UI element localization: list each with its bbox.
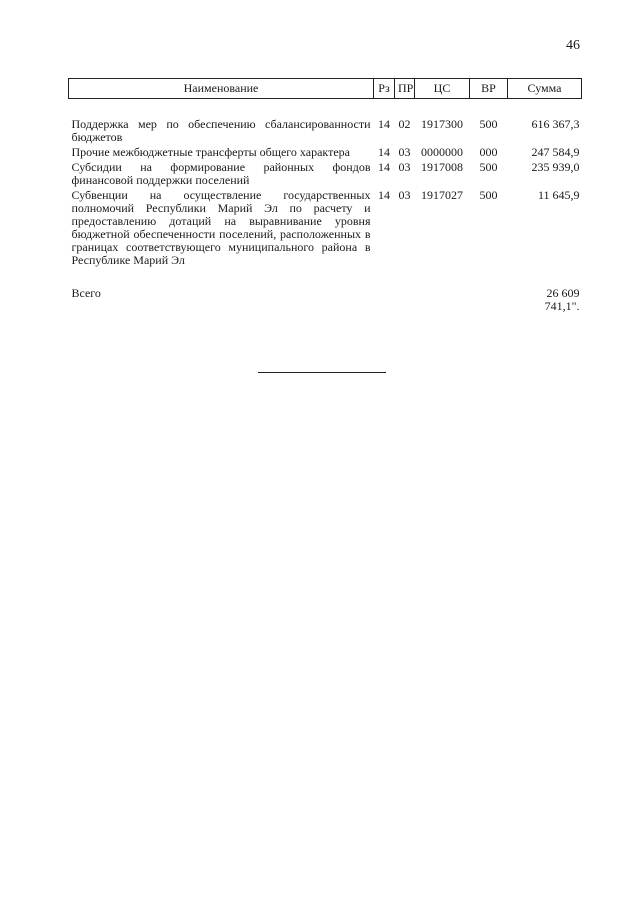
table-row <box>69 160 582 188</box>
row-pr: 03 <box>398 145 411 159</box>
row-vr: 500 <box>479 160 498 174</box>
total-sum: 26 609 741,1". <box>544 286 580 313</box>
row-sum: 11 645,9 <box>537 188 580 202</box>
header-cs: ЦС <box>415 79 470 99</box>
row-cs: 1917027 <box>421 188 463 202</box>
row-rz: 14 <box>378 188 390 202</box>
header-vr: ВР <box>470 79 508 99</box>
total-row <box>69 286 582 314</box>
row-sum: 247 584,9 <box>531 145 580 159</box>
table-header-row <box>69 79 582 99</box>
table-row <box>69 117 582 145</box>
table-row <box>69 188 582 268</box>
header-name: Наименование <box>69 79 374 99</box>
page-number: 46 <box>566 38 580 53</box>
row-pr: 03 <box>398 188 411 202</box>
row-rz: 14 <box>378 160 390 174</box>
row-vr: 500 <box>479 117 498 131</box>
row-name: Прочие межбюджетные трансферты общего характера <box>71 145 350 159</box>
total-label: Всего <box>71 286 101 300</box>
row-pr: 02 <box>398 117 411 131</box>
row-sum: 235 939,0 <box>531 160 580 174</box>
table-row <box>69 145 582 160</box>
header-pr: ПР <box>395 79 415 99</box>
row-pr: 03 <box>398 160 411 174</box>
row-vr: 500 <box>479 188 498 202</box>
header-rz: Рз <box>374 79 395 99</box>
spacer-row <box>69 268 582 286</box>
row-rz: 14 <box>378 117 390 131</box>
row-name: Субвенции на осуществление государственных полномочий Республики Марий Эл по расчету и предоставлению дотаций на выравнивание уровня бюджетной обеспеченности поселений, расположенных в границах соответствующего муниципального района в Республике Марий Эл <box>71 188 371 267</box>
row-name: Поддержка мер по обеспечению сбалансированности бюджетов <box>71 117 371 144</box>
row-sum: 616 367,3 <box>531 117 580 131</box>
row-rz: 14 <box>378 145 390 159</box>
spacer-row <box>69 99 582 118</box>
budget-table <box>68 78 582 314</box>
divider-line <box>258 372 386 373</box>
header-sum: Сумма <box>508 79 582 99</box>
row-vr: 000 <box>479 145 498 159</box>
row-cs: 1917300 <box>421 117 463 131</box>
row-cs: 1917008 <box>421 160 463 174</box>
row-name: Субсидии на формирование районных фондов финансовой поддержки поселений <box>71 160 371 187</box>
row-cs: 0000000 <box>421 145 463 159</box>
